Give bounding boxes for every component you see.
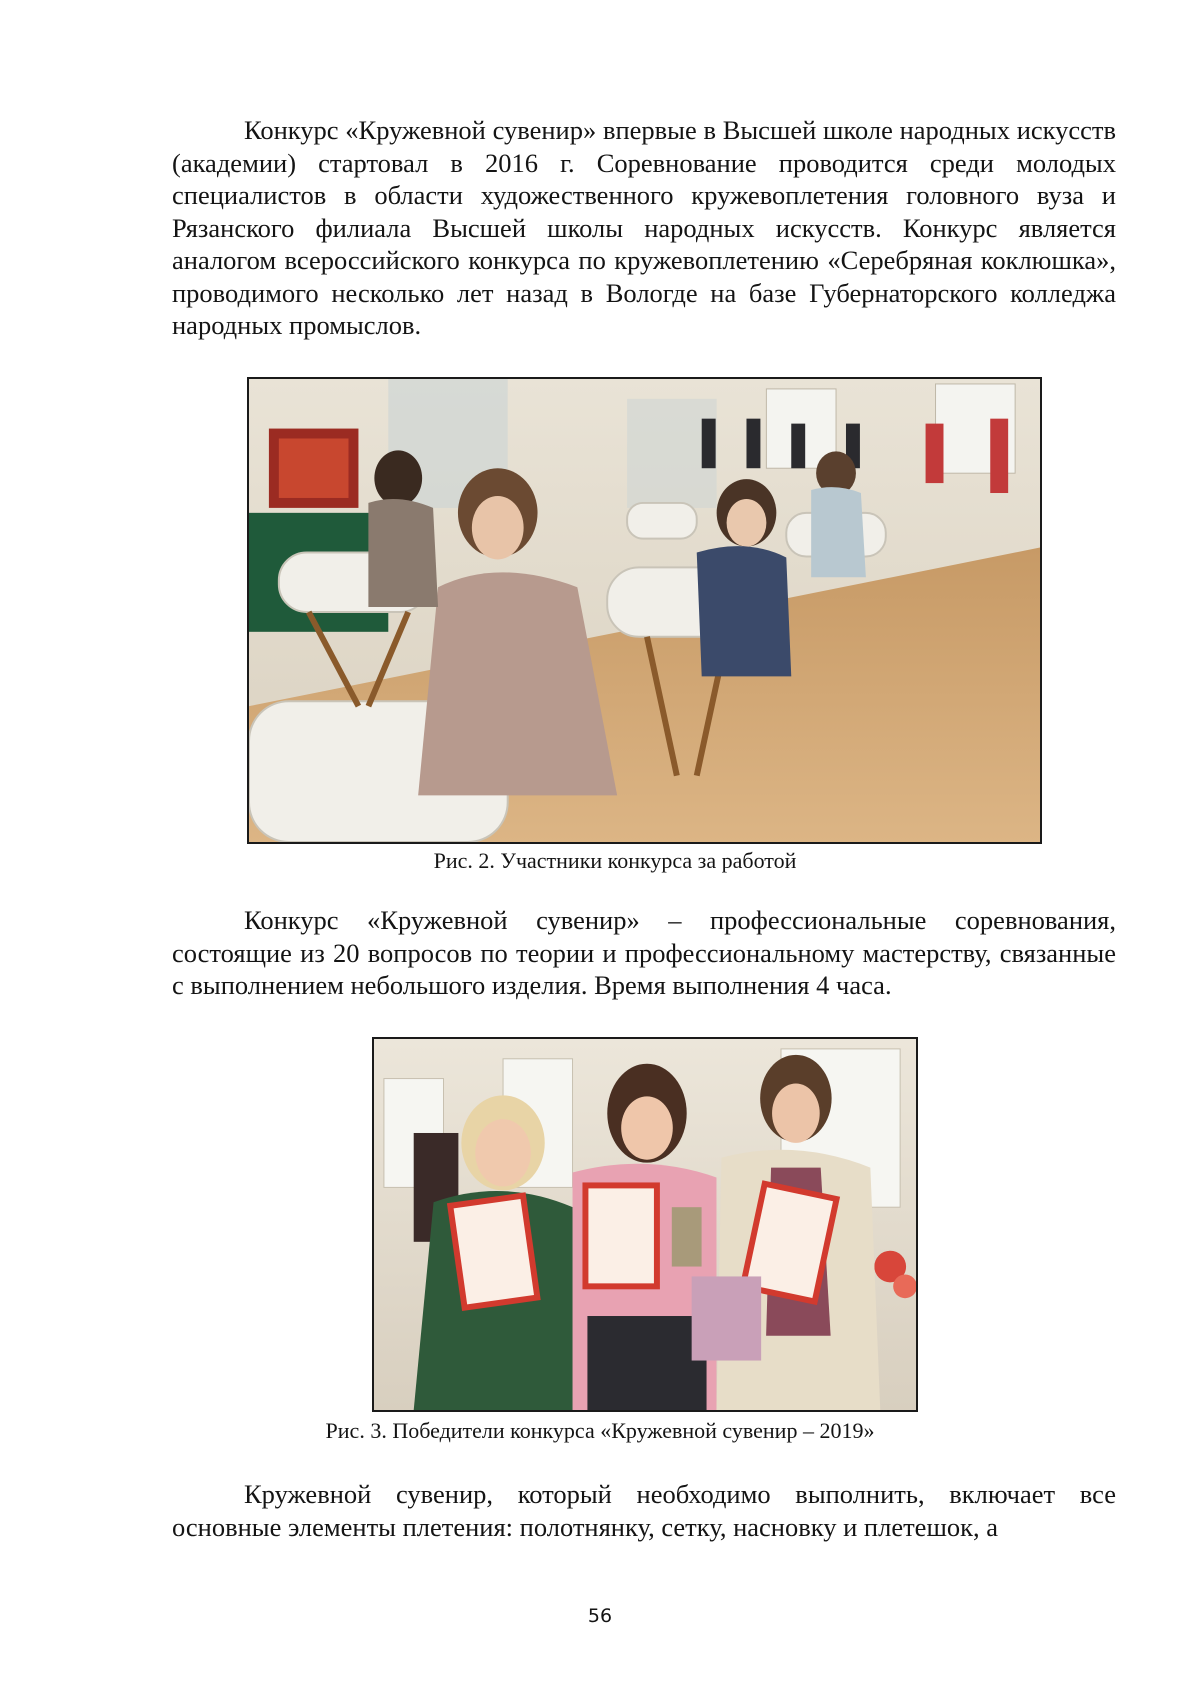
page-number: 56 [587,1605,613,1627]
figure-winners-photo [372,1037,918,1412]
paragraph-souvenir-elements: Кружевной сувенир, который необходимо выполнить, включает все основные элементы плетения: полотнянку, сетку, насновку и плетешок, а [172,1479,1116,1542]
photo-participants [249,379,1040,842]
figure-caption-participants: Рис. 2. Участники конкурса за работой [433,848,797,873]
figure-caption-winners: Рис. 3. Победители конкурса «Кружевной сувенир – 2019» [325,1418,875,1443]
paragraph-intro: Конкурс «Кружевной сувенир» впервые в Высшей школе народных искусств (академии) стартовал в 2016 г. Соревнование проводится среди молодых специалистов в области художественного кружевоплетения головного вуза и Рязанского филиала Высшей школы народных искусств. Конкурс является аналогом всероссийского конкурса по кружевоплетению «Серебряная коклюшка», проводимого несколько лет назад в Вологде на базе Губернаторского колледжа народных промыслов. [172,115,1116,340]
photo-winners [374,1039,916,1410]
paragraph-competition-description: Конкурс «Кружевной сувенир» – профессиональные соревнования, состоящие из 20 вопросов по теории и профессиональному мастерству, связанные с выполнением небольшого изделия. Время выполнения 4 часа. [172,905,1116,1000]
figure-participants-photo [247,377,1042,844]
